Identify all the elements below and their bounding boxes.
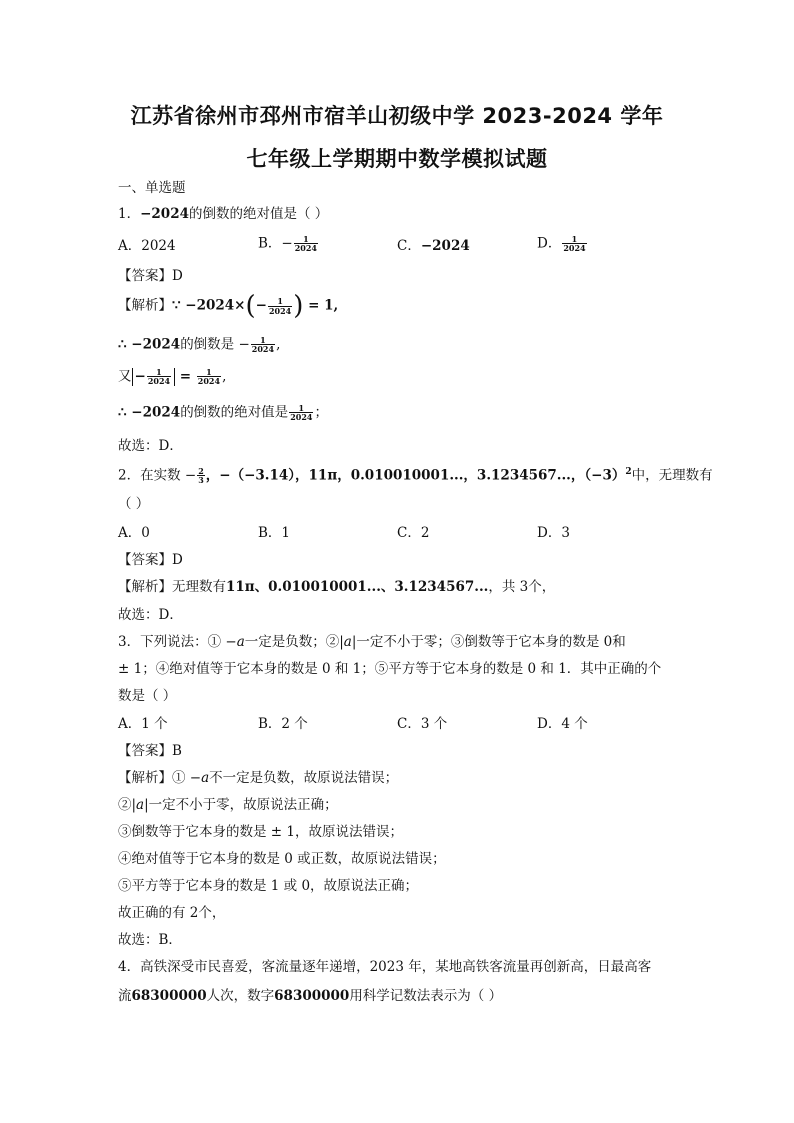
question-2-option-c: C．2: [397, 525, 430, 541]
question-3-stem-line-1: 3．下列说法：① −𝑎一定是负数；②|𝑎|一定不小于零；③倒数等于它本身的数是 0和: [118, 634, 626, 650]
question-1-option-c: C．−2024: [397, 238, 470, 254]
question-1-analysis-line-3: 又 − $\frac{1}{2024}$ = $\frac{1}{2024}$ ,: [118, 367, 227, 387]
question-3-choose: 故选：B．: [118, 932, 182, 948]
question-2-option-d: D．3: [537, 525, 570, 541]
question-3-option-d: D．4 个: [537, 716, 588, 732]
section-heading: 一、单选题: [118, 180, 186, 196]
question-3-option-a: A．1 个: [118, 716, 168, 732]
question-3-stem-line-2: ± 1；④绝对值等于它本身的数是 0 和 1；⑤平方等于它本身的数是 0 和 1．其中正确的个: [118, 661, 662, 677]
question-2-choose: 故选：D．: [118, 607, 183, 623]
document-title-line-2: 七年级上学期期中数学模拟试题: [246, 147, 548, 171]
question-math: −2024: [140, 206, 189, 222]
question-2-option-b: B．1: [258, 525, 291, 541]
question-1-option-b: B．− $\frac{1}{2024}$: [258, 234, 317, 254]
question-3-option-b: B．2 个: [258, 716, 308, 732]
question-2-analysis: 【解析】无理数有11π、0.010010001...、3.1234567...，共 3个，: [118, 579, 556, 595]
question-4-stem-line-1: 4．高铁深受市民喜爱，客流量逐年递增，2023 年，某地高铁客流量再创新高，日最高客: [118, 959, 652, 975]
question-3-analysis-4: ④绝对值等于它本身的数是 0 或正数，故原说法错误；: [118, 851, 446, 867]
question-1-option-a: A．2024: [118, 238, 176, 254]
question-1-choose: 故选：D．: [118, 438, 183, 454]
question-3-analysis-5: ⑤平方等于它本身的数是 1 或 0，故原说法正确；: [118, 878, 419, 894]
question-1-option-d: D． $\frac{1}{2024}$: [537, 234, 586, 254]
question-1-stem: [118, 208, 328, 222]
question-2-answer: 【答案】D: [118, 552, 183, 568]
question-3-analysis-1: 【解析】① −𝑎不一定是负数，故原说法错误；: [118, 770, 399, 786]
question-2-option-a: A．0: [118, 525, 150, 541]
question-1-analysis-line-2: ∴ −2024的倒数是 − $\frac{1}{2024}$ ,: [118, 335, 281, 355]
question-3-analysis-3: ③倒数等于它本身的数是 ± 1，故原说法错误；: [118, 824, 403, 840]
question-1-analysis-line-4: ∴ −2024的倒数的绝对值是 $\frac{1}{2024}$ ；: [118, 403, 328, 423]
question-1-answer: 【答案】D: [118, 268, 183, 284]
question-text: 的倒数的绝对值是（ ）: [188, 206, 329, 222]
question-3-stem-line-3: 数是（ ）: [118, 688, 177, 704]
question-3-analysis-6: 故正确的有 2个，: [118, 905, 226, 921]
question-4-stem-line-2: 流68300000人次，数字68300000用科学记数法表示为（ ）: [118, 988, 503, 1004]
question-number: 1．: [118, 206, 141, 222]
question-1-analysis-line-1: 【解析】∵ −2024×(− $\frac{1}{2024}$ ) = 1,: [118, 291, 339, 321]
document-title-line-1: 江苏省徐州市邳州市宿羊山初级中学 2023-2024 学年: [130, 104, 664, 128]
question-3-option-c: C．3 个: [397, 716, 448, 732]
question-3-analysis-2: ②|𝑎|一定不小于零，故原说法正确；: [118, 797, 338, 813]
question-3-answer: 【答案】B: [118, 743, 182, 759]
question-2-stem: 2．在实数 − $\frac{2}{3}$ ，−（−3.14），11π，0.010010001...，3.1234567...，$(-3)^2$中，无理数有: [118, 466, 713, 486]
question-2-stem-line-2: （ ）: [118, 496, 150, 512]
